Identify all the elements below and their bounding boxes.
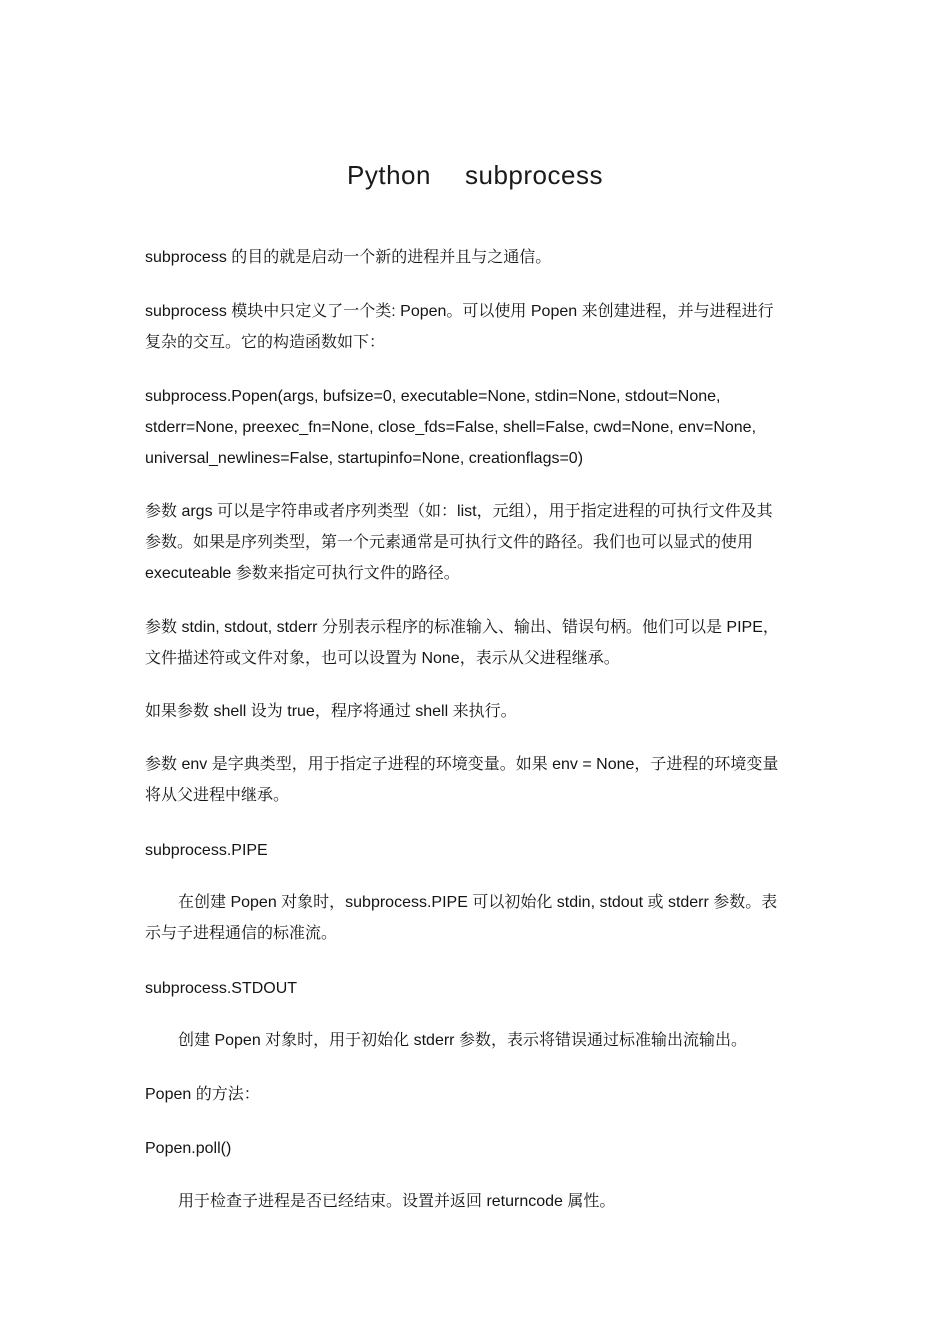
text-line: subprocess.Popen(args, bufsize=0, executable=None, stdin=None, stdout=None, — [145, 388, 721, 405]
text-line: 文件描述符或文件对象，也可以设置为 None，表示从父进程继承。 — [145, 650, 620, 667]
text-line: 如果参数 shell 设为 true，程序将通过 shell 来执行。 — [145, 703, 517, 720]
heading-subprocess-stdout — [145, 973, 813, 1004]
paragraph-poll-description — [145, 1186, 813, 1217]
text-line: subprocess 的目的就是启动一个新的进程并且与之通信。 — [145, 249, 552, 266]
text-line: universal_newlines=False, startupinfo=None, creationflags=0) — [145, 450, 584, 467]
text-line: subprocess.PIPE — [145, 842, 268, 859]
text-line: subprocess 模块中只定义了一个类: Popen。可以使用 Popen 来创建进程，并与进程进行 — [145, 303, 774, 320]
paragraph-stdio — [145, 612, 813, 674]
text-line: 示与子进程通信的标准流。 — [145, 925, 338, 942]
paragraph-stdout-description — [145, 1025, 813, 1056]
paragraph-env — [145, 749, 813, 811]
title-word-python: Python — [347, 160, 431, 190]
text-line: 创建 Popen 对象时，用于初始化 stderr 参数，表示将错误通过标准输出流输出。 — [178, 1032, 747, 1049]
text-line: 在创建 Popen 对象时，subprocess.PIPE 可以初始化 stdin, stdout 或 stderr 参数。表 — [178, 894, 778, 911]
text-line: Popen 的方法： — [145, 1086, 260, 1103]
text-line: executeable 参数来指定可执行文件的路径。 — [145, 565, 460, 582]
heading-popen-methods — [145, 1079, 813, 1110]
text-line: 参数 env 是字典类型，用于指定子进程的环境变量。如果 env = None，子进程的环境变量 — [145, 756, 779, 773]
paragraph-constructor-signature — [145, 381, 813, 474]
text-line: 将从父进程中继承。 — [145, 787, 290, 804]
paragraph-pipe-description — [145, 887, 813, 949]
text-line: 参数 stdin, stdout, stderr 分别表示程序的标准输入、输出、错误句柄。他们可以是 PIPE， — [145, 619, 779, 636]
paragraph-intro — [145, 242, 813, 273]
title-word-subprocess: subprocess — [464, 160, 603, 190]
paragraph-args — [145, 496, 813, 589]
text-line: Popen.poll() — [145, 1140, 232, 1157]
heading-popen-poll — [145, 1133, 813, 1164]
paragraph-shell — [145, 696, 813, 727]
paragraph-popen-class — [145, 296, 813, 358]
text-line: 参数。如果是序列类型，第一个元素通常是可执行文件的路径。我们也可以显式的使用 — [145, 534, 754, 551]
text-line: stderr=None, preexec_fn=None, close_fds=False, shell=False, cwd=None, env=None, — [145, 419, 757, 436]
text-line: 参数 args 可以是字符串或者序列类型（如：list，元组），用于指定进程的可执行文件及其 — [145, 503, 773, 520]
page-title — [0, 160, 950, 191]
heading-subprocess-pipe — [145, 835, 813, 866]
text-line: 复杂的交互。它的构造函数如下： — [145, 334, 386, 351]
text-line: subprocess.STDOUT — [145, 980, 298, 997]
text-line: 用于检查子进程是否已经结束。设置并返回 returncode 属性。 — [178, 1193, 616, 1210]
